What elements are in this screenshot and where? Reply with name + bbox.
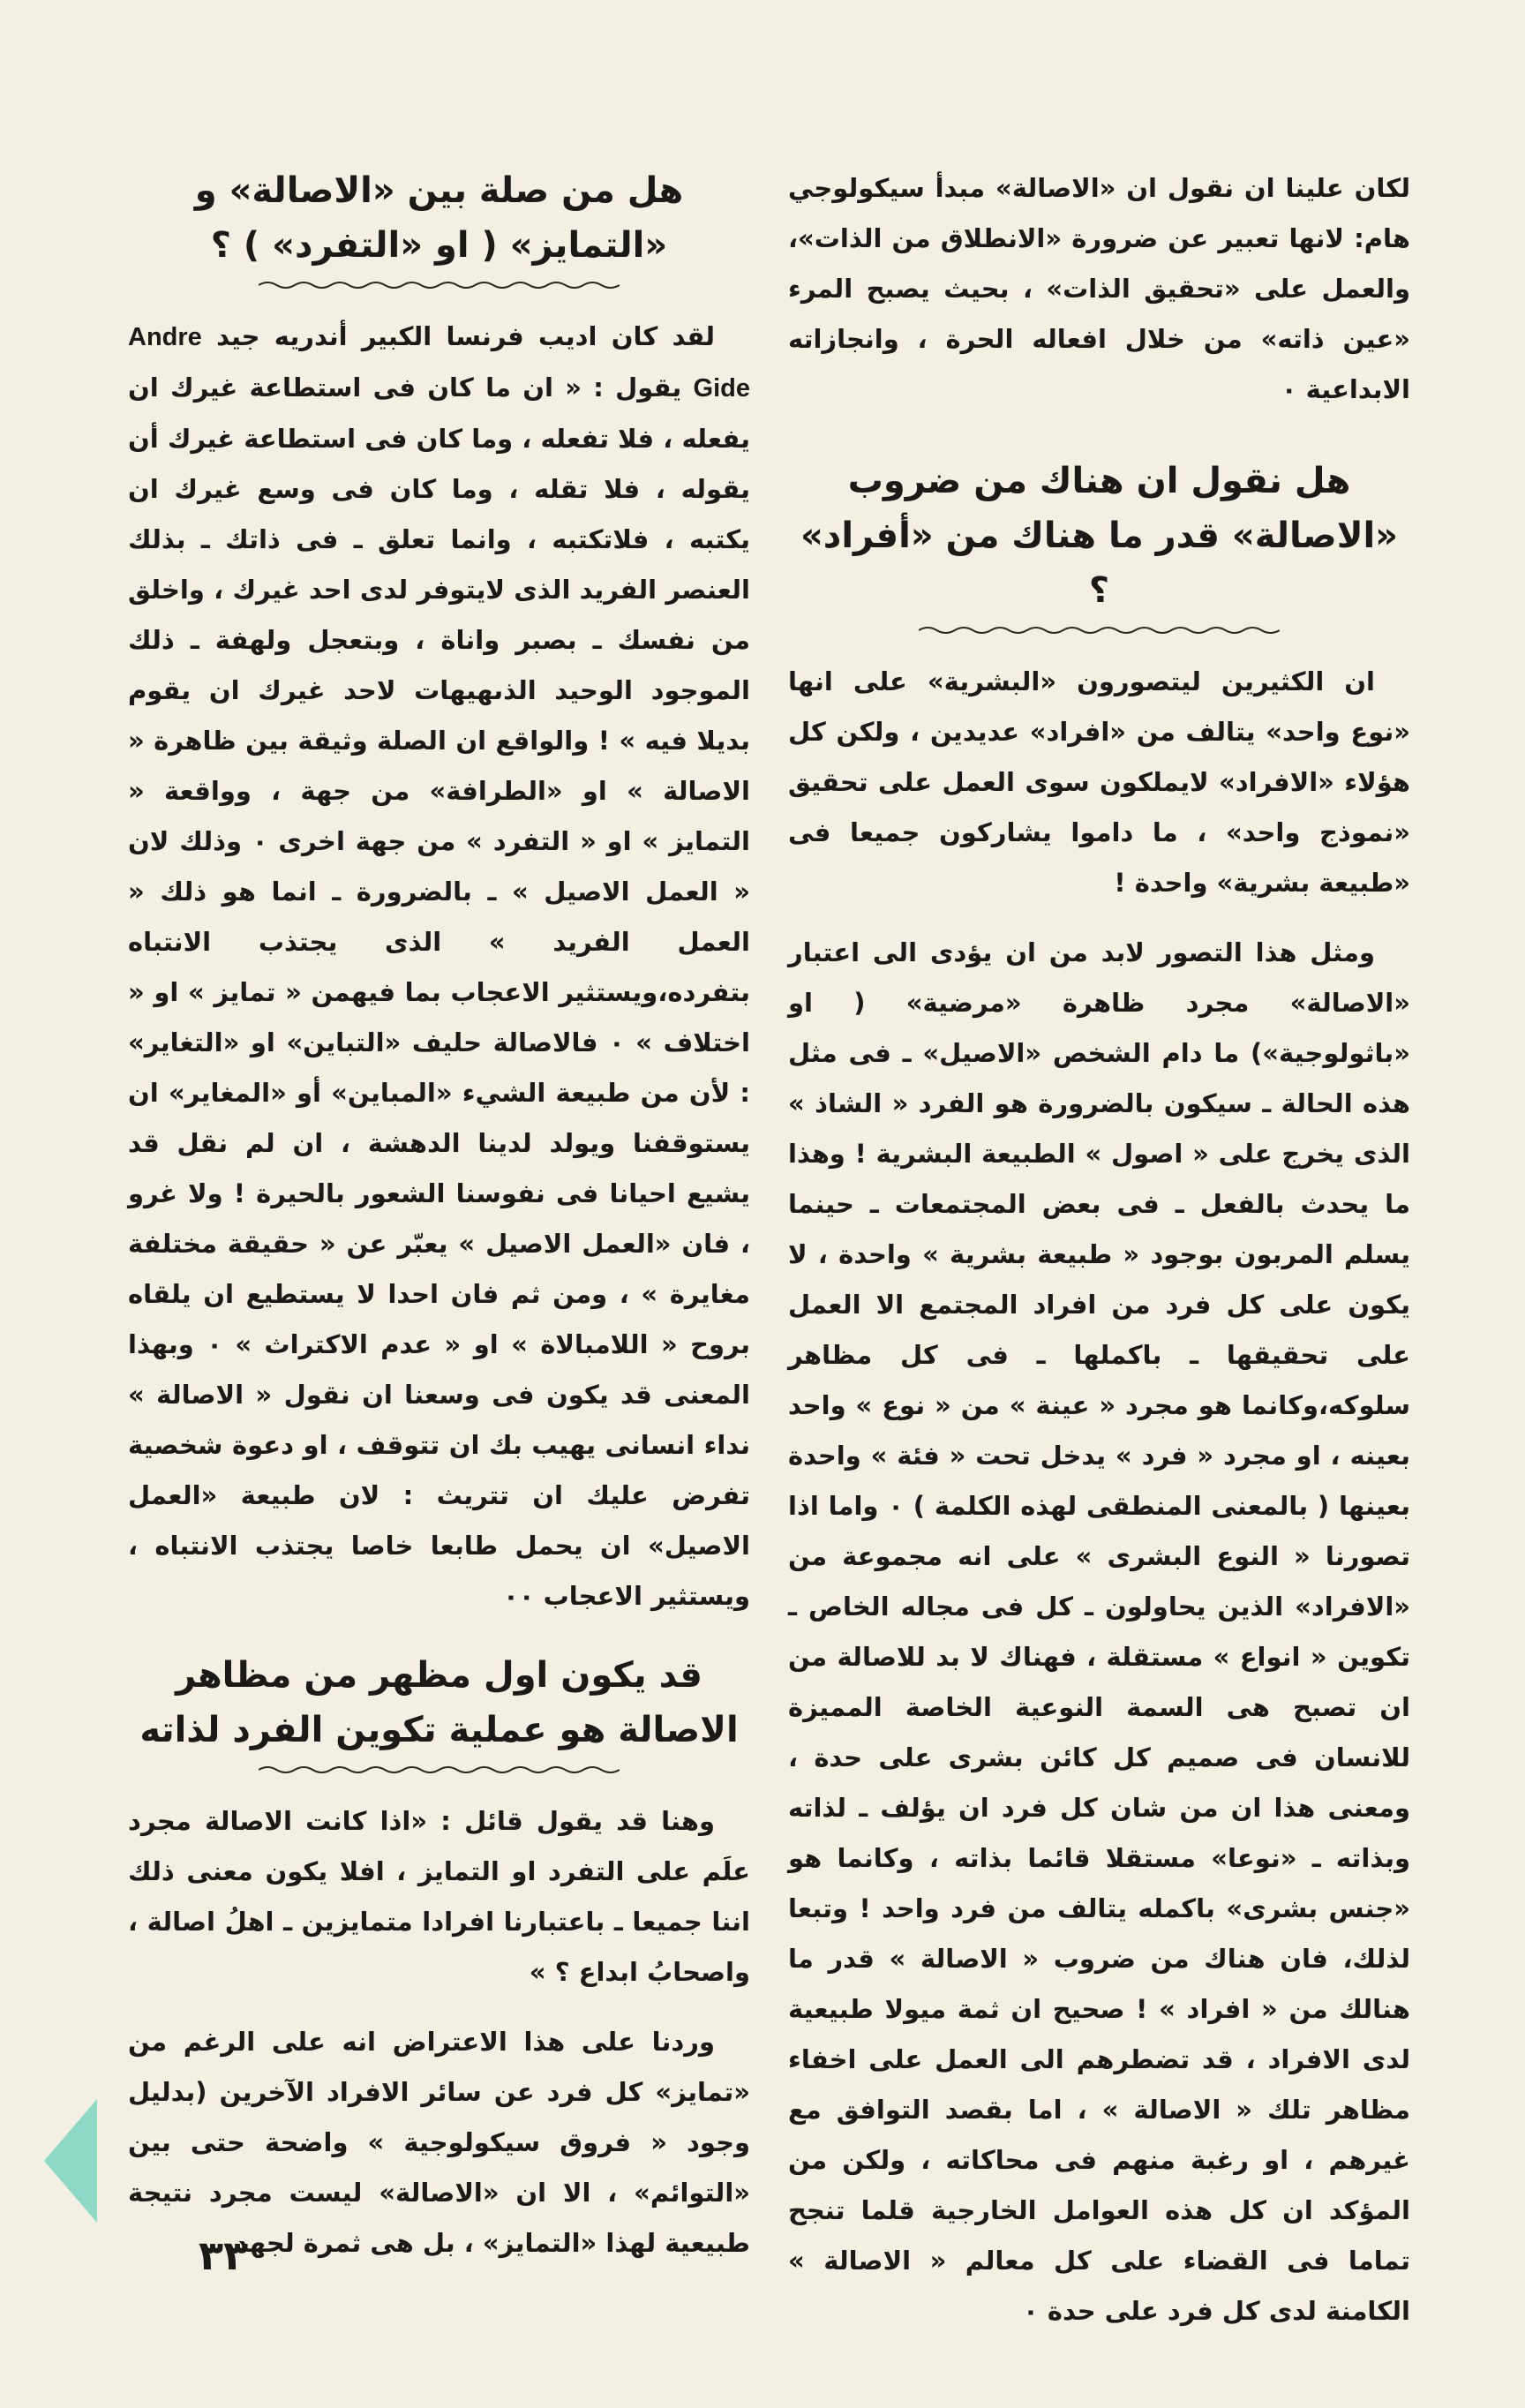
left-paragraph-1 bbox=[128, 312, 750, 1622]
right-column bbox=[788, 163, 1410, 2356]
right-paragraph-1-text: ان الكثيرين ليتصورون «البشرية» على انها «نوع واحد» يتالف من «افراد» عديدين ، ولكن كل هؤلاء «الافراد» لايملكون سوى العمل على تحقيق «نموذج واحد» ، ما داموا يشاركون جميعا فى «طبيعة بشرية» واحدة ! bbox=[788, 666, 1410, 898]
left-paragraph-3-text: وردنا على هذا الاعتراض انه على الرغم من «تمايز» كل فرد عن سائر الافراد الآخرين (بدليل وجود « فروق سيكولوجية » واضحة حتى بين «التوائم» ، الا ان «الاصالة» ليست مجرد نتيجة طبيعية لهذا «التمايز» ، بل هى ثمرة لجهد bbox=[128, 2027, 750, 2258]
left-paragraph-1-start: لقد كان اديب فرنسا الكبير أندريه جيد bbox=[216, 321, 715, 351]
wavy-divider bbox=[259, 1763, 620, 1777]
wavy-divider bbox=[259, 278, 620, 292]
left-paragraph-1-rest: يقول : « ان ما كان فى استطاعة غيرك ان يفعله ، فلا تفعله ، وما كان فى استطاعة غيرك أن يقوله ، فلا تقله ، وما كان فى وسع غيرك ان يكتبه ، فلاتكتبه ، وانما تعلق ـ فى ذاتك ـ بذلك العنصر الفريد الذى لايتوفر لدى احد غيرك ، واخلق من نفسك ـ بصبر واناة ، وبتعجل ولهفة ـ ذلك الموجود الوحيد الذىهيهات لاحد غيرك ان يقوم بديلا فيه » ! والواقع ان الصلة وثيقة بين ظاهرة « الاصالة » او «الطرافة» من جهة ، وواقعة « التمايز » او « التفرد » من جهة اخرى ٠ وذلك لان « العمل الاصيل » ـ بالضرورة ـ انما هو ذلك « العمل الفريد » الذى يجتذب الانتباه بتفرده،ويستثير الاعجاب بما فيهمن « تمايز » او « اختلاف » ٠ فالاصالة حليف «التباين» او «التغاير» : لأن من طبيعة الشيء «المباين» أو «المغاير» ان يستوقفنا ويولد لدينا الدهشة ، ان لم نقل قد يشيع احيانا فى نفوسنا الشعور بالحيرة ! ولا غرو ، فان «العمل الاصيل » يعبّر عن « حقيقة مختلفة مغايرة » ، ومن ثم فان احدا لا يستطيع ان يلقاه بروح « اللامبالاة » او « عدم الاكتراث » ٠ وبهذا المعنى قد يكون فى وسعنا ان نقول « الاصالة » نداء انسانى يهيب بك ان تتوقف ، او دعوة شخصية تفرض عليك ان تتريث : لان طبيعة «العمل الاصيل» ان يحمل طابعا خاصا يجتذب الانتباه ، ويستثير الاعجاب ٠٠ bbox=[128, 372, 750, 1611]
page-tab-marker-icon bbox=[44, 2099, 97, 2223]
left-paragraph-2-text: وهنا قد يقول قائل : «اذا كانت الاصالة مجرد علَم على التفرد او التمايز ، افلا يكون معنى ذلك اننا جميعا ـ باعتبارنا افرادا متمايزين ـ اهلُ اصالة ، واصحابُ ابداع ؟ » bbox=[128, 1806, 750, 1987]
right-section-heading: هل نقول ان هناك من ضروب «الاصالة» قدر ما هناك من «أفراد» ؟ bbox=[800, 461, 1399, 611]
left-paragraph-2 bbox=[128, 1796, 750, 1998]
right-intro-paragraph: لكان علينا ان نقول ان «الاصالة» مبدأ سيكولوجي هام: لانها تعبير عن ضرورة «الانطلاق من الذات»، والعمل على «تحقيق الذات» ، بحيث يصبح المرء «عين ذاته» من خلال افعاله الحرة ، وانجازاته الابداعية ٠ bbox=[788, 173, 1410, 404]
right-paragraph-2-text: ومثل هذا التصور لابد من ان يؤدى الى اعتبار «الاصالة» مجرد ظاهرة «مرضية» ( او «باثولوجية») ما دام الشخص «الاصيل» ـ فى مثل هذه الحالة ـ سيكون بالضرورة هو الفرد « الشاذ » الذى يخرج على « اصول » الطبيعة البشرية ! وهذا ما يحدث بالفعل ـ فى بعض المجتمعات ـ حينما يسلم المربون بوجود « طبيعة بشرية » واحدة ، لا يكون على كل فرد من افراد المجتمع الا العمل على تحقيقها ـ باكملها ـ فى كل مظاهر سلوكه،وكانما هو مجرد « عينة » من « نوع » واحد بعينه ، او مجرد « فرد » يدخل تحت « فئة » واحدة بعينها ( بالمعنى المنطقى لهذه الكلمة ) ٠ واما اذا تصورنا « النوع البشرى » على انه مجموعة من «الافراد» الذين يحاولون ـ كل فى مجاله الخاص ـ تكوين « انواع » مستقلة ، فهناك لا بد للاصالة من ان تصبح هى السمة النوعية الخاصة المميزة للانسان فى صميم كل كائن بشرى على حدة ، ومعنى هذا ان من شان كل فرد ان يؤلف ـ لذاته وبذاته ـ «نوعا» مستقلا قائما بذاته ، وكانما هو «جنس بشرى» باكمله يتالف من فرد واحد ! وتبعا لذلك، فان هناك من ضروب « الاصالة » قدر ما هنالك من « افراد » ! صحيح ان ثمة ميولا طبيعية لدى الافراد ، قد تضطرهم الى العمل على اخفاء مظاهر تلك « الاصالة » ، اما بقصد التوافق مع غيرهم ، او رغبة منهم فى محاكاته ، ولكن من المؤكد ان كل هذه العوامل الخارجية قلما تنجح تماما فى القضاء على كل معالم « الاصالة » الكامنة لدى كل فرد على حدة ٠ bbox=[788, 937, 1410, 2326]
right-paragraph-2 bbox=[788, 928, 1410, 2337]
page-number: ٣٣ bbox=[199, 2231, 249, 2279]
right-paragraph-1 bbox=[788, 657, 1410, 908]
wavy-divider bbox=[919, 623, 1280, 637]
left-column bbox=[128, 163, 750, 2288]
left-section-heading-1: هل من صلة بين «الاصالة» و «التمايز» ( او «التفرد» ) ؟ bbox=[194, 170, 684, 266]
left-section-heading-2: قد يكون اول مظهر من مظاهر الاصالة هو عملية تكوين الفرد لذاته bbox=[139, 1655, 739, 1750]
author-name-latin: Andre Gide bbox=[128, 323, 750, 403]
